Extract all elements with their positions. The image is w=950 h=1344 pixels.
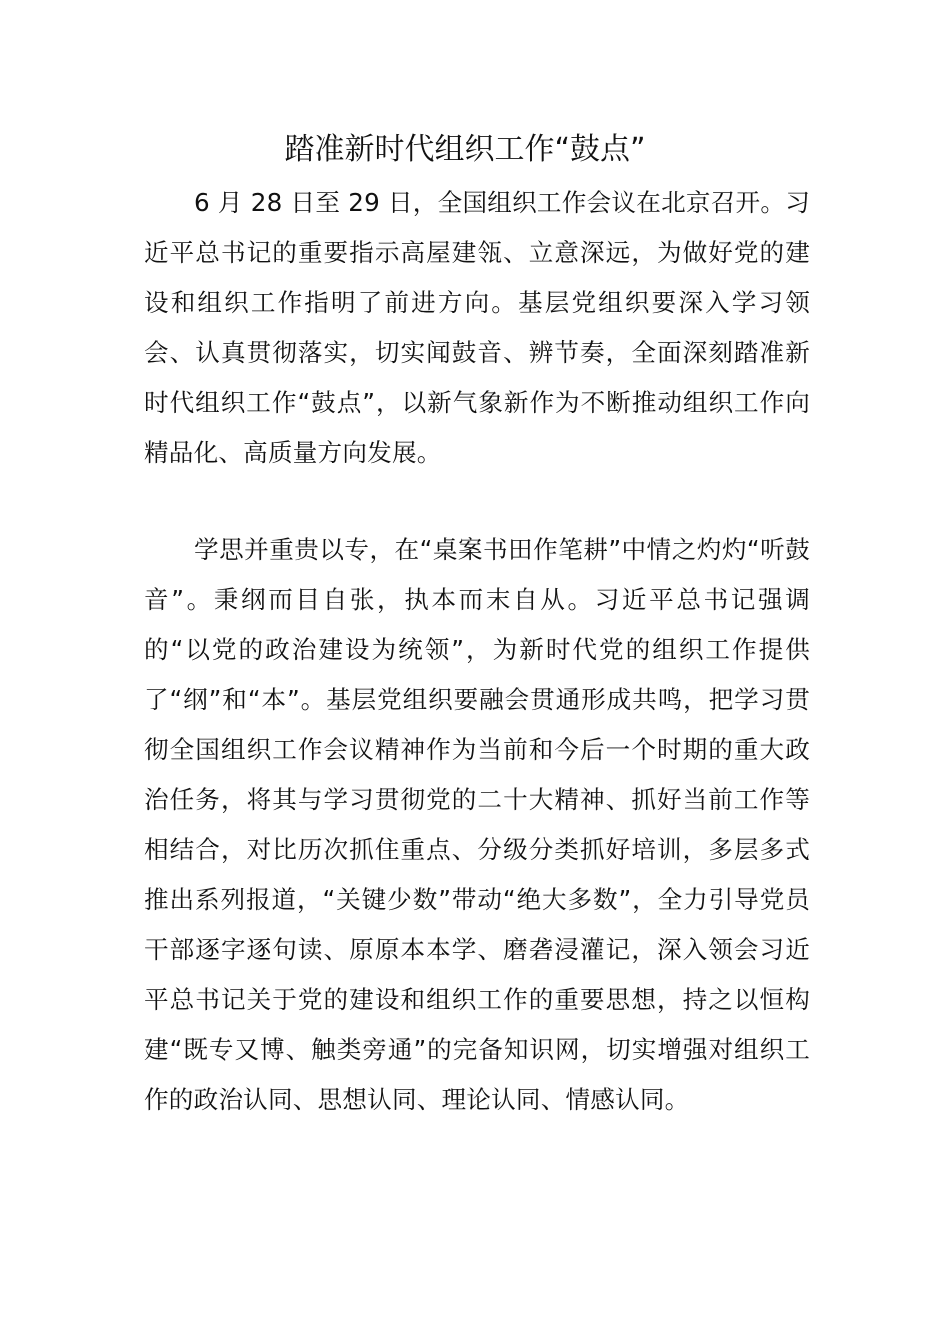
- paragraph-2: 学思并重贵以专，在“桌案书田作笔耕”中情之灼灼“听鼓音”。秉纲而目自张，执本而末自从。习近平总书记强调的“以党的政治建设为统领”，为新时代党的组织工作提供了“纲”和“本”。基层党组织要融会贯通形成共鸣，把学习贯彻全国组织工作会议精神作为当前和今后一个时期的重大政治任务，将其与学习贯彻党的二十大精神、抓好当前工作等相结合，对比历次抓住重点、分级分类抓好培训，多层多式推出系列报道，“关键少数”带动“绝大多数”，全力引导党员干部逐字逐句读、原原本本学、磨砻浸灌记，深入领会习近平总书记关于党的建设和组织工作的重要思想，持之以恒构建“既专又博、触类旁通”的完备知识网，切实增强对组织工作的政治认同、思想认同、理论认同、情感认同。: [144, 535, 810, 1114]
- document-title: 踏准新时代组织工作“鼓点”: [284, 132, 646, 167]
- paragraph-1: 6 月 28 日至 29 日，全国组织工作会议在北京召开。习近平总书记的重要指示高屋建瓴、立意深远，为做好党的建设和组织工作指明了前进方向。基层党组织要深入学习领会、认真贯彻落实，切实闻鼓音、辨节奏，全面深刻踏准新时代组织工作“鼓点”，以新气象新作为不断推动组织工作向精品化、高质量方向发展。: [144, 188, 810, 467]
